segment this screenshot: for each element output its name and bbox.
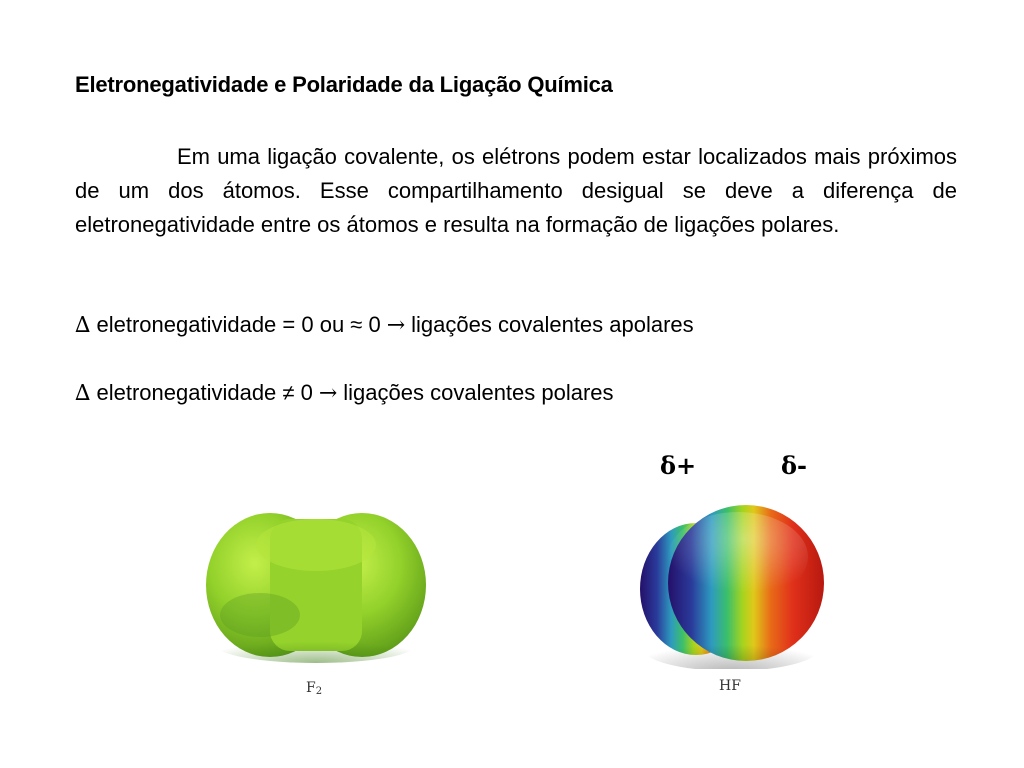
f2-caption-main: F [306,680,316,696]
delta-symbol: ∆ [75,313,91,338]
rule-apolar-condition: eletronegatividade = 0 ou ≈ 0 [90,312,381,337]
arrow-icon: → [386,313,406,338]
f2-molecule-image [200,505,432,665]
rule-polar-result: ligações covalentes polares [343,380,614,405]
hf-caption: HF [719,678,741,694]
f2-caption-sub: 2 [315,686,323,697]
f2-caption [306,680,322,697]
intro-paragraph: Em uma ligação covalente, os elétrons podem estar localizados mais próximos de um dos átomos. Esse compartilhamento desigual se deve a diferença de eletronegatividade entre os átomos e resulta na formação de ligações polares. [75,144,957,237]
partial-negative-charge: δ- [781,451,807,480]
arrow-icon: → [318,381,338,406]
rule-apolar-result: ligações covalentes apolares [411,312,694,337]
hf-molecule-image [638,497,824,669]
rule-polar-condition: eletronegatividade ≠ 0 [90,380,313,405]
rule-polar [75,380,614,406]
rule-apolar [75,312,694,338]
delta-symbol: ∆ [75,381,91,406]
partial-positive-charge: δ+ [660,451,697,480]
slide-title: Eletronegatividade e Polaridade da Ligação Química [75,72,613,97]
